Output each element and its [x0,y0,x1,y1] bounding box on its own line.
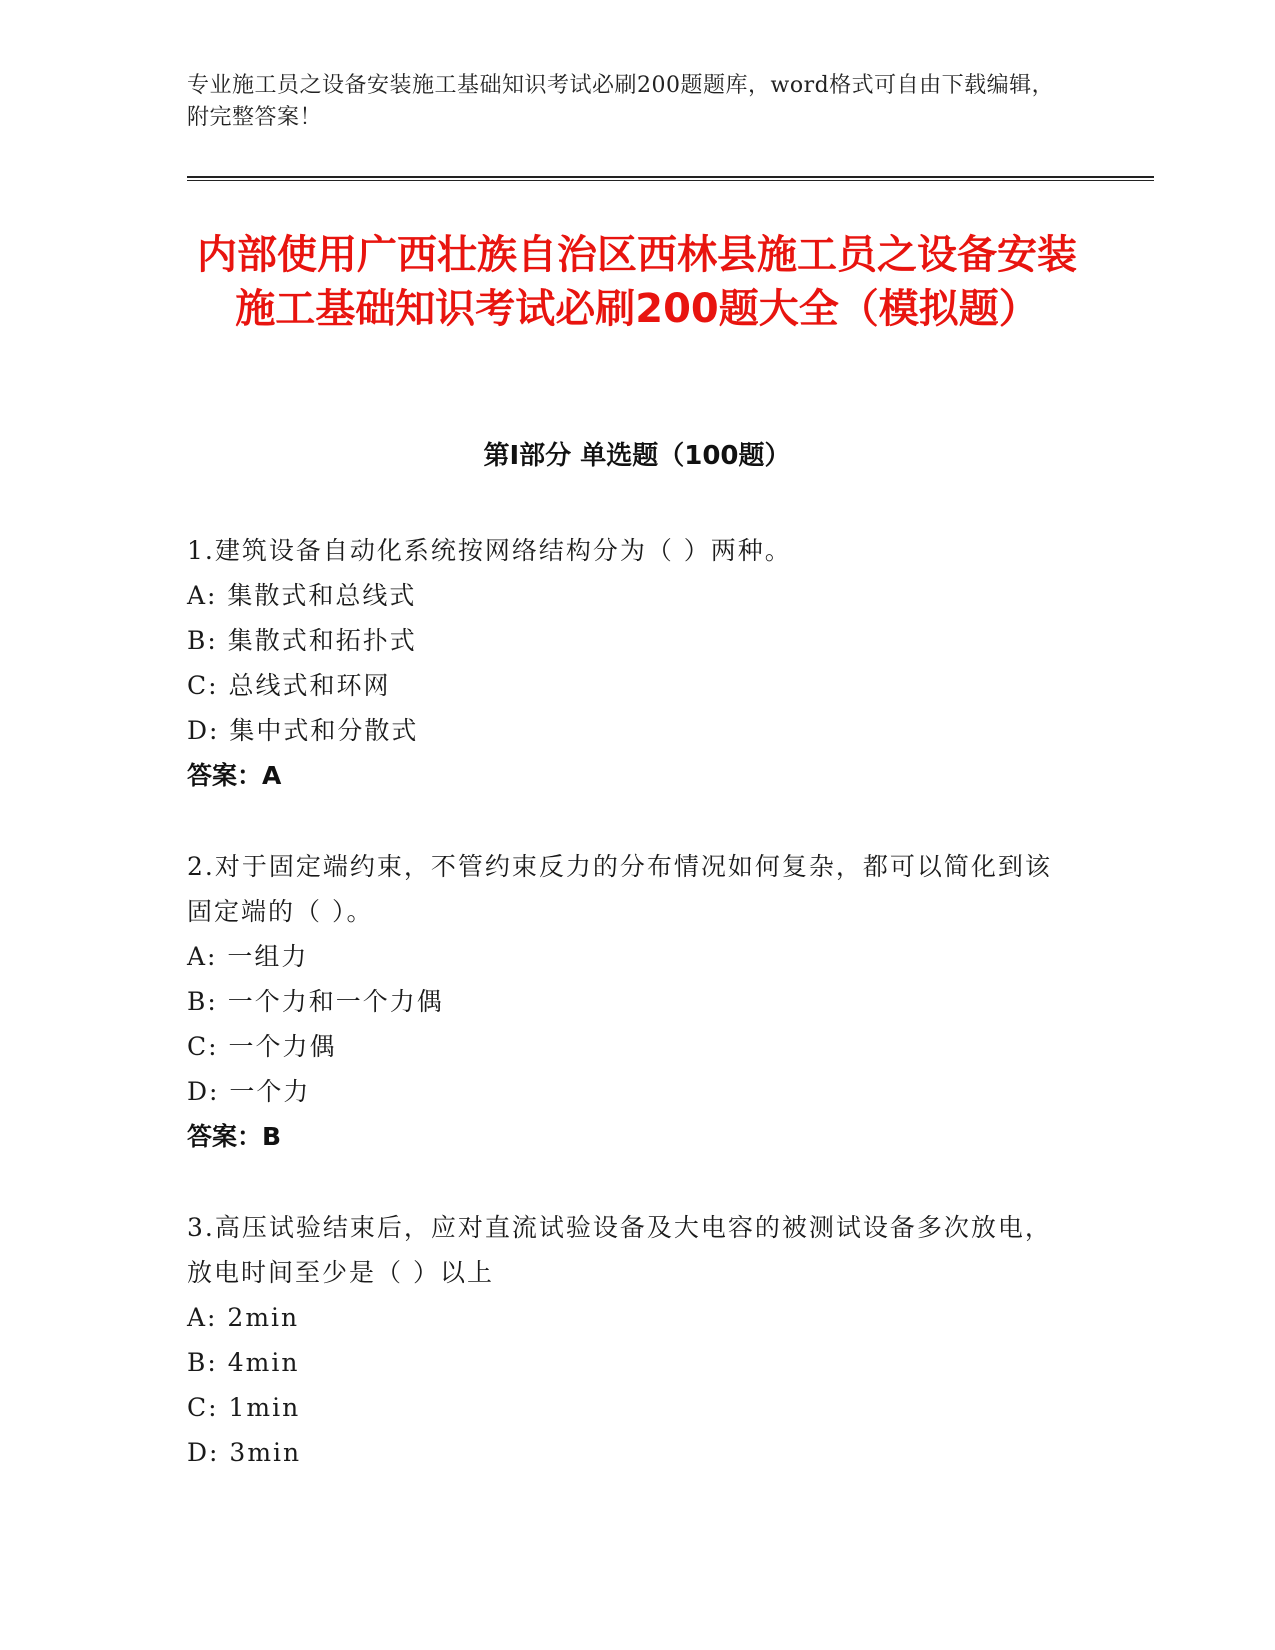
question-stem: 1.建筑设备自动化系统按网络结构分为（ ）两种。 [187,536,792,565]
option-c: C: 总线式和环网 [187,671,391,700]
answer: 答案：B [187,1122,282,1151]
option-a: A: 集散式和总线式 [187,581,417,610]
question-item [187,1205,1067,1475]
section-title: 第Ⅰ部分 单选题（100题） [483,441,791,471]
option-b: B: 一个力和一个力偶 [187,987,444,1016]
header-note: 专业施工员之设备安装施工基础知识考试必刷200题题库，word格式可自由下载编辑，附完整答案！ [187,73,1055,130]
option-a: A: 2min [187,1303,300,1332]
option-c: C: 一个力偶 [187,1032,337,1061]
question-stem: 2.对于固定端约束，不管约束反力的分布情况如何复杂，都可以简化到该固定端的（ ）。 [187,852,1052,926]
option-a: A: 一组力 [187,942,309,971]
option-c: C: 1min [187,1393,301,1422]
question-item [187,844,1067,1159]
option-b: B: 集散式和拓扑式 [187,626,417,655]
answer: 答案：A [187,761,282,790]
question-list [187,528,1067,1521]
document-title: 内部使用广西壮族自治区西林县施工员之设备安装施工基础知识考试必刷200题大全（模拟题） [197,232,1077,332]
option-d: D: 集中式和分散式 [187,716,419,745]
option-d: D: 一个力 [187,1077,311,1106]
header-divider [187,176,1154,181]
option-d: D: 3min [187,1438,302,1467]
question-stem: 3.高压试验结束后，应对直流试验设备及大电容的被测试设备多次放电，放电时间至少是（ ）以上 [187,1213,1052,1287]
question-item [187,528,1067,798]
option-b: B: 4min [187,1348,300,1377]
